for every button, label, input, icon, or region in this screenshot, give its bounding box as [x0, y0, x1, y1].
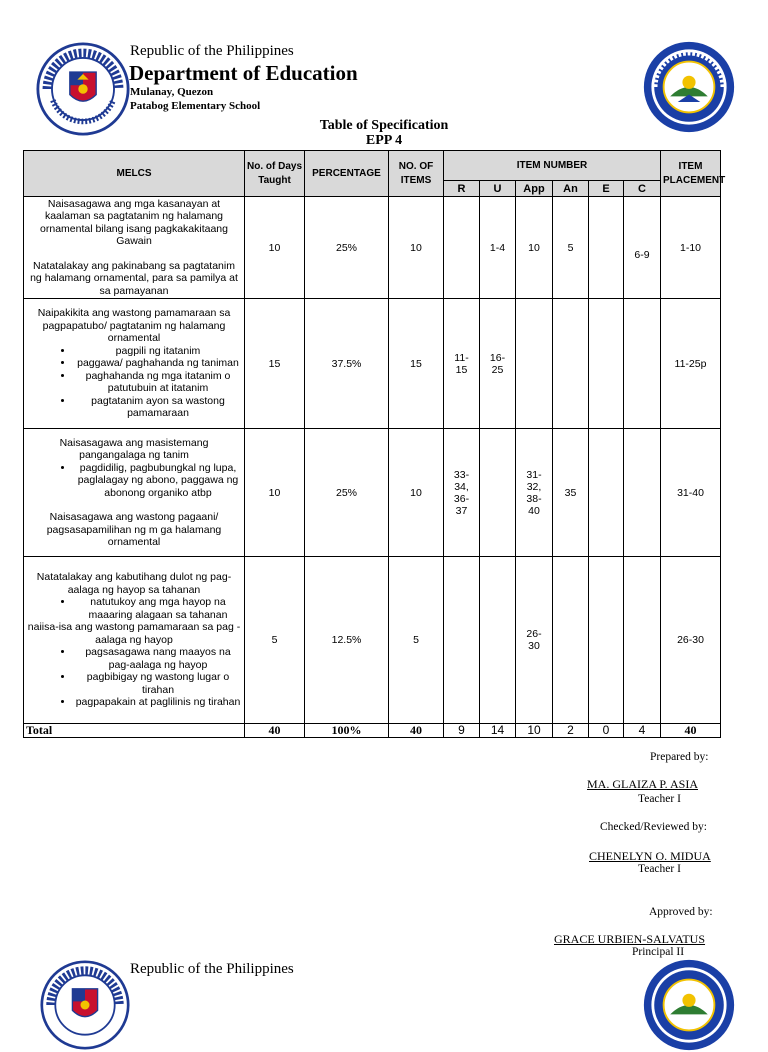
- document-subject: EPP 4: [365, 133, 403, 148]
- header-e: E: [589, 181, 624, 197]
- placement-cell: 26-30: [661, 557, 721, 724]
- header-r: R: [444, 181, 480, 197]
- u-cell: 16- 25: [480, 299, 516, 429]
- header-c: C: [624, 181, 661, 197]
- r-cell: [444, 557, 480, 724]
- percentage-cell: 37.5%: [305, 299, 389, 429]
- header-percentage: PERCENTAGE: [305, 151, 389, 197]
- an-cell: 5: [553, 197, 589, 299]
- percentage-cell: 25%: [305, 197, 389, 299]
- prepared-by-role: Teacher I: [638, 793, 681, 805]
- an-cell: [553, 557, 589, 724]
- checked-by-name: CHENELYN O. MIDUA: [589, 849, 711, 863]
- melc-text: Natatalakay ang kabutihang dulot ng pag-aalaga ng hayop sa tahanan: [36, 571, 232, 596]
- melc-bullet: • pagpili ng itatanim: [74, 345, 242, 358]
- c-cell: [624, 299, 661, 429]
- e-cell: [589, 197, 624, 299]
- percentage-cell: 25%: [305, 429, 389, 557]
- checked-by-label: Checked/Reviewed by:: [600, 821, 707, 833]
- app-cell: 26- 30: [516, 557, 553, 724]
- department-heading: Department of Education: [129, 61, 358, 85]
- melc-bullet: • paggawa/ paghahanda ng taniman: [74, 357, 242, 370]
- total-u: 14: [480, 724, 516, 738]
- items-cell: 15: [389, 299, 444, 429]
- melc-bullet: • pagtatanim ayon sa wastong pamamaraan: [74, 395, 242, 420]
- header-melcs: MELCS: [24, 151, 245, 197]
- header-an: An: [553, 181, 589, 197]
- republic-heading: Republic of the Philippines: [130, 43, 294, 59]
- total-label: Total: [24, 724, 245, 738]
- app-cell: 31- 32, 38- 40: [516, 429, 553, 557]
- melc-cell: [24, 197, 245, 299]
- prepared-by-label: Prepared by:: [650, 751, 709, 763]
- table-row: [24, 299, 721, 429]
- items-cell: 5: [389, 557, 444, 724]
- melc-cell: [24, 557, 245, 724]
- placement-cell: 11-25p: [661, 299, 721, 429]
- melc-bullet: • paghahanda ng mga itatanim o patutubuin at itatanim: [74, 370, 242, 395]
- e-cell: [589, 557, 624, 724]
- app-cell: 10: [516, 197, 553, 299]
- table-row: [24, 429, 721, 557]
- approved-by-name: GRACE URBIEN-SALVATUS: [554, 932, 706, 946]
- document-title: Table of Specification: [319, 118, 449, 133]
- total-row: [24, 724, 721, 738]
- r-cell: 11- 15: [444, 299, 480, 429]
- total-percentage: 100%: [305, 724, 389, 738]
- total-days: 40: [245, 724, 305, 738]
- school-seal-logo: [642, 958, 736, 1052]
- items-cell: 10: [389, 429, 444, 557]
- approved-by-label: Approved by:: [649, 906, 713, 918]
- c-cell: [624, 557, 661, 724]
- days-cell: 10: [245, 197, 305, 299]
- melc-text: Naipakikita ang wastong pamamaraan sa pagpapatubo/ pagtatanim ng halamang ornamental: [37, 307, 231, 345]
- items-cell: 10: [389, 197, 444, 299]
- melc-bullet: • pagpapakain at paglilinis ng tirahan: [74, 696, 242, 709]
- melc-bullet: • pagdidilig, pagbubungkal ng lupa, paglalagay ng abono, paggawa ng abonong organiko atbp: [74, 462, 242, 500]
- header-u: U: [480, 181, 516, 197]
- header-days: No. of Days Taught: [245, 151, 305, 197]
- total-placement: 40: [661, 724, 721, 738]
- melc-text: Natatalakay ang pakinabang sa pagtatanim ng halamang ornamental, para sa pamilya at sa pamayanan: [30, 259, 238, 297]
- total-app: 10: [516, 724, 553, 738]
- header-placement: ITEM PLACEMENT: [661, 151, 721, 197]
- u-cell: [480, 429, 516, 557]
- school-name-text: Patabog Elementary School: [130, 100, 261, 112]
- total-e: 0: [589, 724, 624, 738]
- melc-bullet: • pagsasagawa nang maayos na pag-aalaga ng hayop: [74, 646, 242, 671]
- melc-text: Naisasagawa ang wastong pagaani/ pagsasapamilihan ng m ga halamang ornamental: [46, 511, 222, 548]
- app-cell: [516, 299, 553, 429]
- melc-text: Naisasagawa ang mga kasanayan at kaalaman sa pagtatanim ng halamang ornamental bilang isang pagkakakitaang Gawain: [40, 197, 228, 248]
- total-items: 40: [389, 724, 444, 738]
- header-item-number: ITEM NUMBER: [444, 151, 661, 181]
- r-cell: 33- 34, 36- 37: [444, 429, 480, 557]
- c-cell: 6-9: [624, 197, 661, 299]
- e-cell: [589, 429, 624, 557]
- total-an: 2: [553, 724, 589, 738]
- an-cell: 35: [553, 429, 589, 557]
- total-r: 9: [444, 724, 480, 738]
- total-c: 4: [624, 724, 661, 738]
- specification-table: [23, 150, 726, 738]
- melc-text: Naisasagawa ang masistemang pangangalaga ng tanim: [59, 436, 209, 461]
- u-cell: 1-4: [480, 197, 516, 299]
- approved-by-role: Principal II: [632, 946, 685, 958]
- placement-cell: 31-40: [661, 429, 721, 557]
- an-cell: [553, 299, 589, 429]
- header-app: App: [516, 181, 553, 197]
- melc-cell: [24, 299, 245, 429]
- table-row: [24, 557, 721, 724]
- deped-seal-logo: [40, 960, 130, 1050]
- municipality-text: Mulanay, Quezon: [130, 86, 214, 98]
- melc-text: naiisa-isa ang wastong pamamaraan sa pag - aalaga ng hayop: [27, 621, 241, 646]
- checked-by-role: Teacher I: [638, 863, 681, 875]
- melc-bullet: • natutukoy ang mga hayop na maaaring alagaan sa tahanan: [74, 596, 242, 621]
- c-cell: [624, 429, 661, 557]
- placement-cell: 1-10: [661, 197, 721, 299]
- prepared-by-name: MA. GLAIZA P. ASIA: [587, 777, 699, 791]
- table-row: [24, 197, 721, 299]
- days-cell: 15: [245, 299, 305, 429]
- melc-bullet: • pagbibigay ng wastong lugar o tirahan: [74, 671, 242, 696]
- days-cell: 10: [245, 429, 305, 557]
- e-cell: [589, 299, 624, 429]
- percentage-cell: 12.5%: [305, 557, 389, 724]
- u-cell: [480, 557, 516, 724]
- days-cell: 5: [245, 557, 305, 724]
- republic-heading: Republic of the Philippines: [130, 961, 294, 977]
- melc-cell: [24, 429, 245, 557]
- r-cell: [444, 197, 480, 299]
- header-items: NO. OF ITEMS: [389, 151, 444, 197]
